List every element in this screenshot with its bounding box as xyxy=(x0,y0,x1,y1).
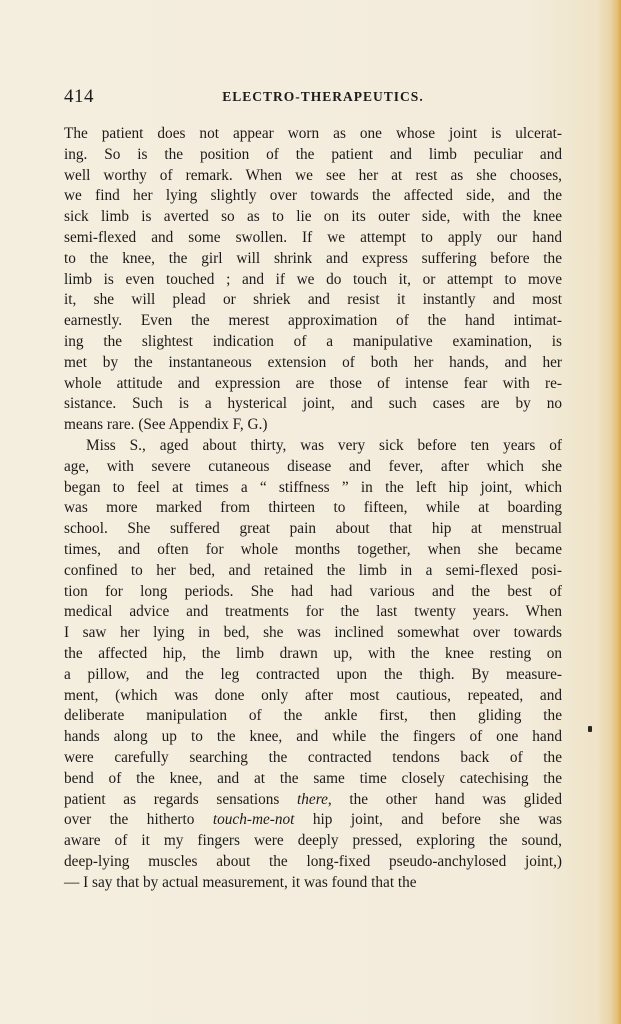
text-line: sistance. Such is a hysterical joint, and such cases are by no xyxy=(64,395,562,413)
text-line: semi-flexed and some swollen. If we attempt to apply our hand xyxy=(64,228,562,246)
text-line: hands along up to the knee, and while the fingers of one hand xyxy=(64,728,562,746)
text-line: ing the slightest indication of a manipulative examination, is xyxy=(64,332,562,350)
running-title: ELECTRO-THERAPEUTICS. xyxy=(222,89,424,104)
text-line: we find her lying slightly over towards the affected side, and the xyxy=(64,187,562,205)
text-line: sick limb is averted so as to lie on its outer side, with the knee xyxy=(64,208,562,226)
body-text xyxy=(64,124,562,893)
text-line: aware of it my fingers were deeply pressed, exploring the sound, xyxy=(64,832,562,850)
text-line: were carefully searching the contracted tendons back of the xyxy=(64,748,562,766)
text-line: a pillow, and the leg contracted upon the thigh. By measure- xyxy=(64,665,562,683)
text-line: deliberate manipulation of the ankle first, then gliding the xyxy=(64,707,562,725)
text-line: age, with severe cutaneous disease and fever, after which she xyxy=(64,457,562,475)
page-number: 414 xyxy=(64,86,94,107)
text-line: bend of the knee, and at the same time closely catechising the xyxy=(64,769,562,787)
text-line: patient as regards sensations there, the other hand was glided xyxy=(64,790,562,808)
text-line: times, and often for whole months together, when she became xyxy=(64,540,562,558)
text-line: medical advice and treatments for the last twenty years. When xyxy=(64,603,562,621)
ink-mark xyxy=(588,726,592,732)
text-line: The patient does not appear worn as one whose joint is ulcerat- xyxy=(64,125,562,142)
text-line: well worthy of remark. When we see her at rest as she chooses, xyxy=(64,166,562,184)
text-line: was more marked from thirteen to fifteen, while at boarding xyxy=(64,499,562,517)
text-line: to the knee, the girl will shrink and express suffering before the xyxy=(64,249,562,267)
text-line: ing. So is the position of the patient and limb peculiar and xyxy=(64,145,562,163)
text-line: confined to her bed, and retained the limb in a semi-flexed posi- xyxy=(64,561,562,579)
text-line: whole attitude and expression are those of intense fear with re- xyxy=(64,374,562,392)
text-line: it, she will plead or shriek and resist it instantly and most xyxy=(64,291,562,309)
text-line: tion for long periods. She had had various and the best of xyxy=(64,582,562,600)
text-line: ment, (which was done only after most cautious, repeated, and xyxy=(64,686,562,704)
text-line: limb is even touched ; and if we do touch it, or attempt to move xyxy=(64,270,562,288)
page-header xyxy=(64,86,562,110)
page-edge-shading xyxy=(611,0,621,1024)
text-line: the affected hip, the limb drawn up, with the knee resting on xyxy=(64,644,562,662)
text-line: met by the instantaneous extension of both her hands, and her xyxy=(64,353,562,371)
text-line: deep-lying muscles about the long-fixed pseudo-anchylosed joint,) xyxy=(64,852,562,870)
text-line: over the hitherto touch-me-not hip joint, and before she was xyxy=(64,811,562,829)
text-line: school. She suffered great pain about that hip at menstrual xyxy=(64,520,562,538)
text-line: began to feel at times a “ stiffness ” in the left hip joint, which xyxy=(64,478,562,496)
text-line: — I say that by actual measurement, it was found that the xyxy=(64,873,417,891)
text-line: means rare. (See Appendix F, G.) xyxy=(64,416,268,434)
text-line: earnestly. Even the merest approximation of the hand intimat- xyxy=(64,312,562,330)
text-line: I saw her lying in bed, she was inclined somewhat over towards xyxy=(64,624,562,642)
text-line: Miss S., aged about thirty, was very sick before ten years of xyxy=(86,436,562,454)
